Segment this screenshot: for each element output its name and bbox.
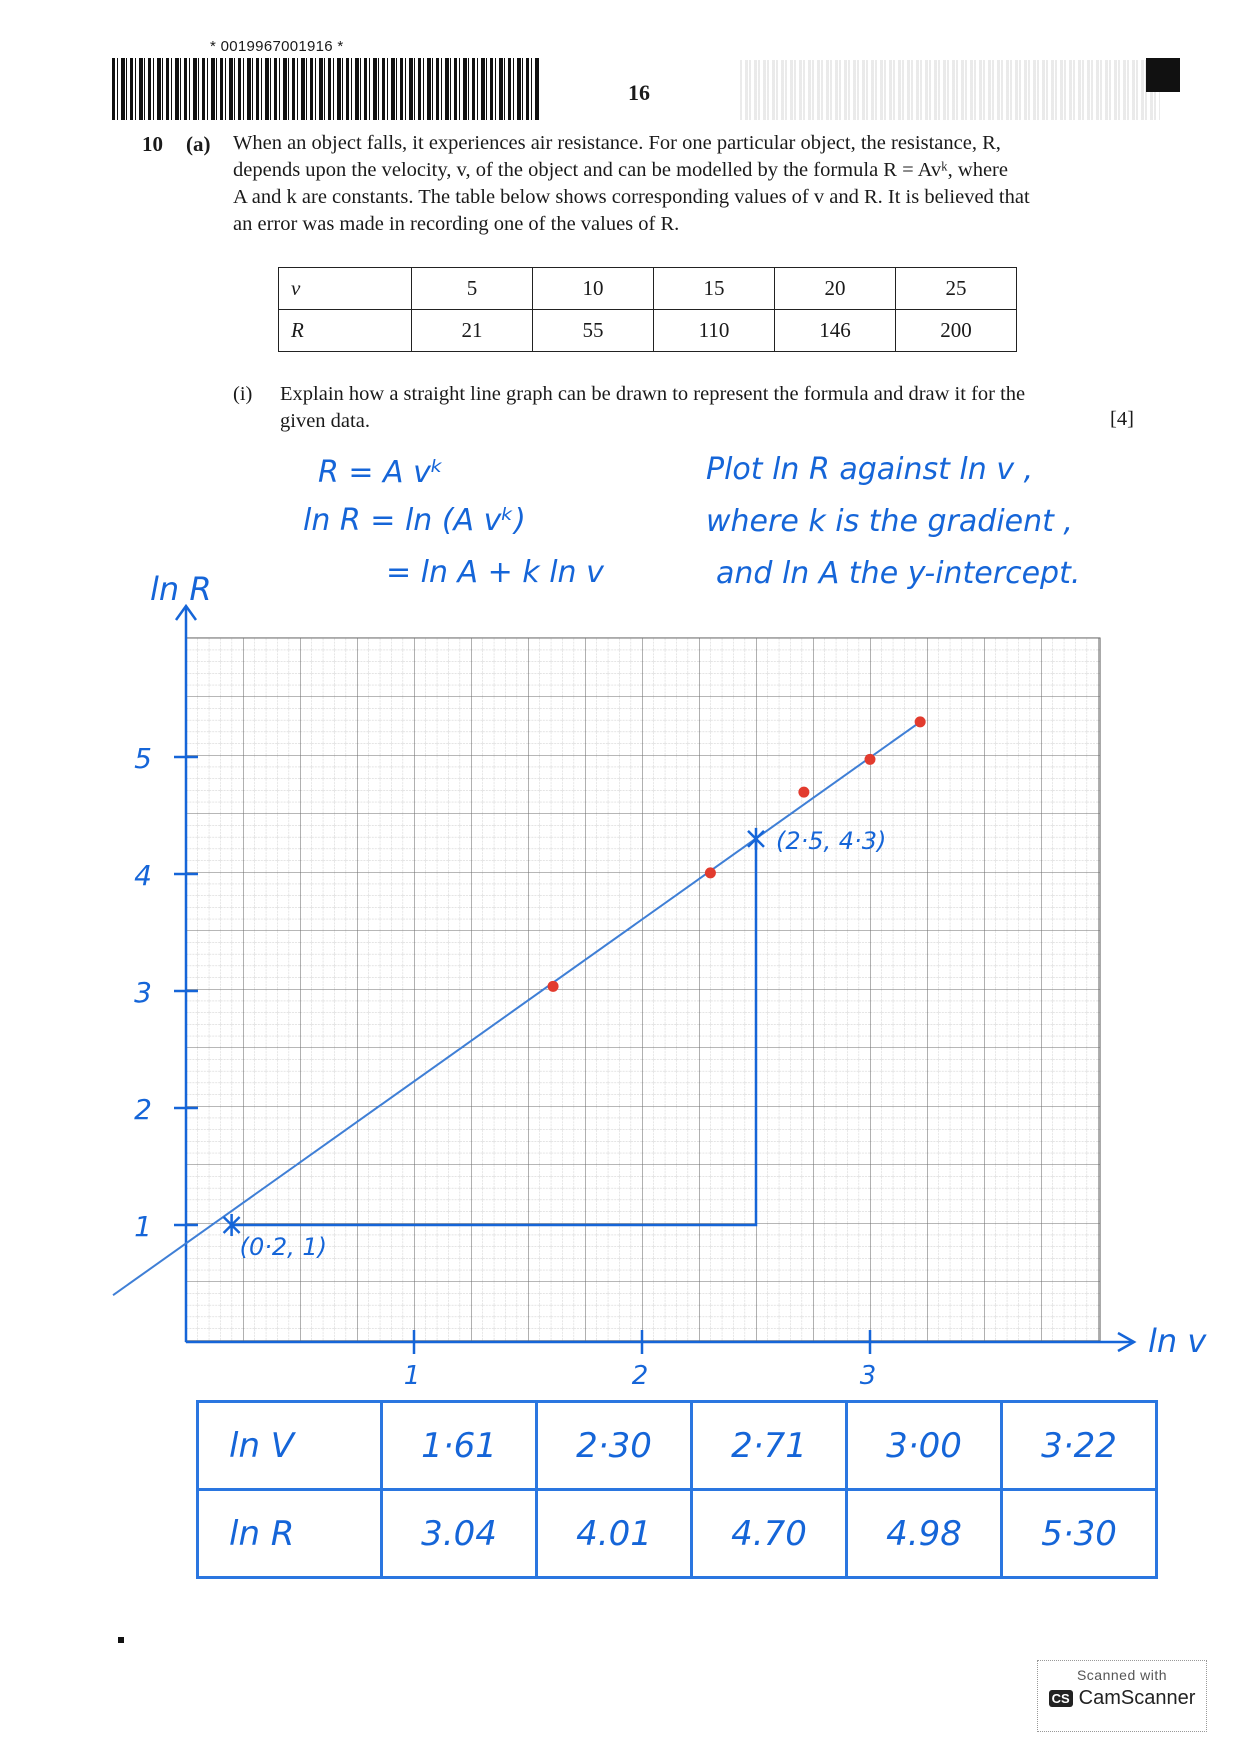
table-cell: 5 bbox=[412, 268, 533, 310]
y-tick-label: 2 bbox=[134, 1093, 152, 1126]
table-cell: 21 bbox=[412, 310, 533, 352]
marks-allocation: [4] bbox=[1110, 408, 1134, 430]
table-cell: 3.04 bbox=[382, 1490, 537, 1578]
page-number: 16 bbox=[628, 80, 650, 105]
table-cell: 3·22 bbox=[1002, 1402, 1157, 1490]
row-label: v bbox=[279, 268, 412, 310]
table-cell: 25 bbox=[896, 268, 1017, 310]
table-cell: 4.98 bbox=[847, 1490, 1002, 1578]
row-label: R bbox=[279, 310, 412, 352]
y-tick-label: 3 bbox=[134, 976, 152, 1009]
table-cell: 20 bbox=[775, 268, 896, 310]
data-point bbox=[798, 787, 809, 798]
working-line: ln R = ln (A vᵏ) bbox=[303, 503, 526, 538]
table-cell: 2·71 bbox=[692, 1402, 847, 1490]
table-cell: 110 bbox=[654, 310, 775, 352]
table-cell: 146 bbox=[775, 310, 896, 352]
subquestion-line: Explain how a straight line graph can be drawn to represent the formula and draw it for the bbox=[280, 383, 1026, 405]
watermark-brand bbox=[1038, 1687, 1206, 1710]
y-tick-label: 5 bbox=[134, 742, 152, 775]
x-tick-label: 1 bbox=[403, 1361, 421, 1391]
working-line: = ln A + k ln v bbox=[386, 555, 604, 590]
data-point bbox=[915, 716, 926, 727]
question-number: 10 bbox=[142, 132, 163, 156]
barcode-number: * 0019967001916 * bbox=[210, 38, 344, 55]
margin-dot bbox=[118, 1637, 124, 1643]
x-tick-label: 3 bbox=[859, 1361, 877, 1391]
explanation-line: and ln A the y-intercept. bbox=[716, 556, 1081, 591]
row-label: ln V bbox=[198, 1402, 382, 1490]
table-cell: 4.01 bbox=[537, 1490, 692, 1578]
data-point bbox=[705, 867, 716, 878]
table-cell: 3·00 bbox=[847, 1402, 1002, 1490]
table-cell: 1·61 bbox=[382, 1402, 537, 1490]
table-cell: 5·30 bbox=[1002, 1490, 1157, 1578]
question-line: depends upon the velocity, v, of the object and can be modelled by the formula R = Avᵏ, where bbox=[233, 159, 1008, 181]
explanation-line: where k is the gradient , bbox=[706, 504, 1073, 539]
table-cell: 55 bbox=[533, 310, 654, 352]
explanation-line: Plot ln R against ln v , bbox=[706, 452, 1034, 487]
handwritten-table bbox=[196, 1400, 1158, 1579]
working-line: R = A vᵏ bbox=[318, 455, 444, 490]
table-cell: 200 bbox=[896, 310, 1017, 352]
watermark-caption: Scanned with bbox=[1076, 1667, 1168, 1683]
x-axis-label: ln v bbox=[1148, 1322, 1207, 1360]
y-tick-label: 1 bbox=[134, 1210, 152, 1243]
y-tick-label: 4 bbox=[134, 859, 152, 892]
table-cell: 4.70 bbox=[692, 1490, 847, 1578]
x-tick-label: 2 bbox=[631, 1361, 649, 1391]
table-row bbox=[198, 1490, 1157, 1578]
y-axis-label: ln R bbox=[150, 570, 212, 608]
question-part: (a) bbox=[186, 132, 211, 156]
subquestion-label: (i) bbox=[233, 383, 253, 405]
question-line: an error was made in recording one of the values of R. bbox=[233, 213, 680, 235]
row-label: ln R bbox=[198, 1490, 382, 1578]
question-line: A and k are constants. The table below shows corresponding values of v and R. It is believed that bbox=[233, 186, 1030, 208]
table-cell: 15 bbox=[654, 268, 775, 310]
camscanner-logo-icon: CS bbox=[1049, 1690, 1073, 1707]
scanner-watermark bbox=[1037, 1660, 1207, 1732]
watermark-brand-name: CamScanner bbox=[1078, 1687, 1196, 1709]
data-point bbox=[865, 754, 876, 765]
table-cell: 2·30 bbox=[537, 1402, 692, 1490]
table-cell: 10 bbox=[533, 268, 654, 310]
table-row bbox=[198, 1402, 1157, 1490]
question-line: When an object falls, it experiences air resistance. For one particular object, the resistance, R, bbox=[233, 132, 1001, 154]
gradient-point-label: (2·5, 4·3) bbox=[776, 826, 887, 855]
subquestion-line: given data. bbox=[280, 410, 370, 432]
gradient-point-label: (0·2, 1) bbox=[239, 1233, 328, 1261]
data-point bbox=[548, 981, 559, 992]
